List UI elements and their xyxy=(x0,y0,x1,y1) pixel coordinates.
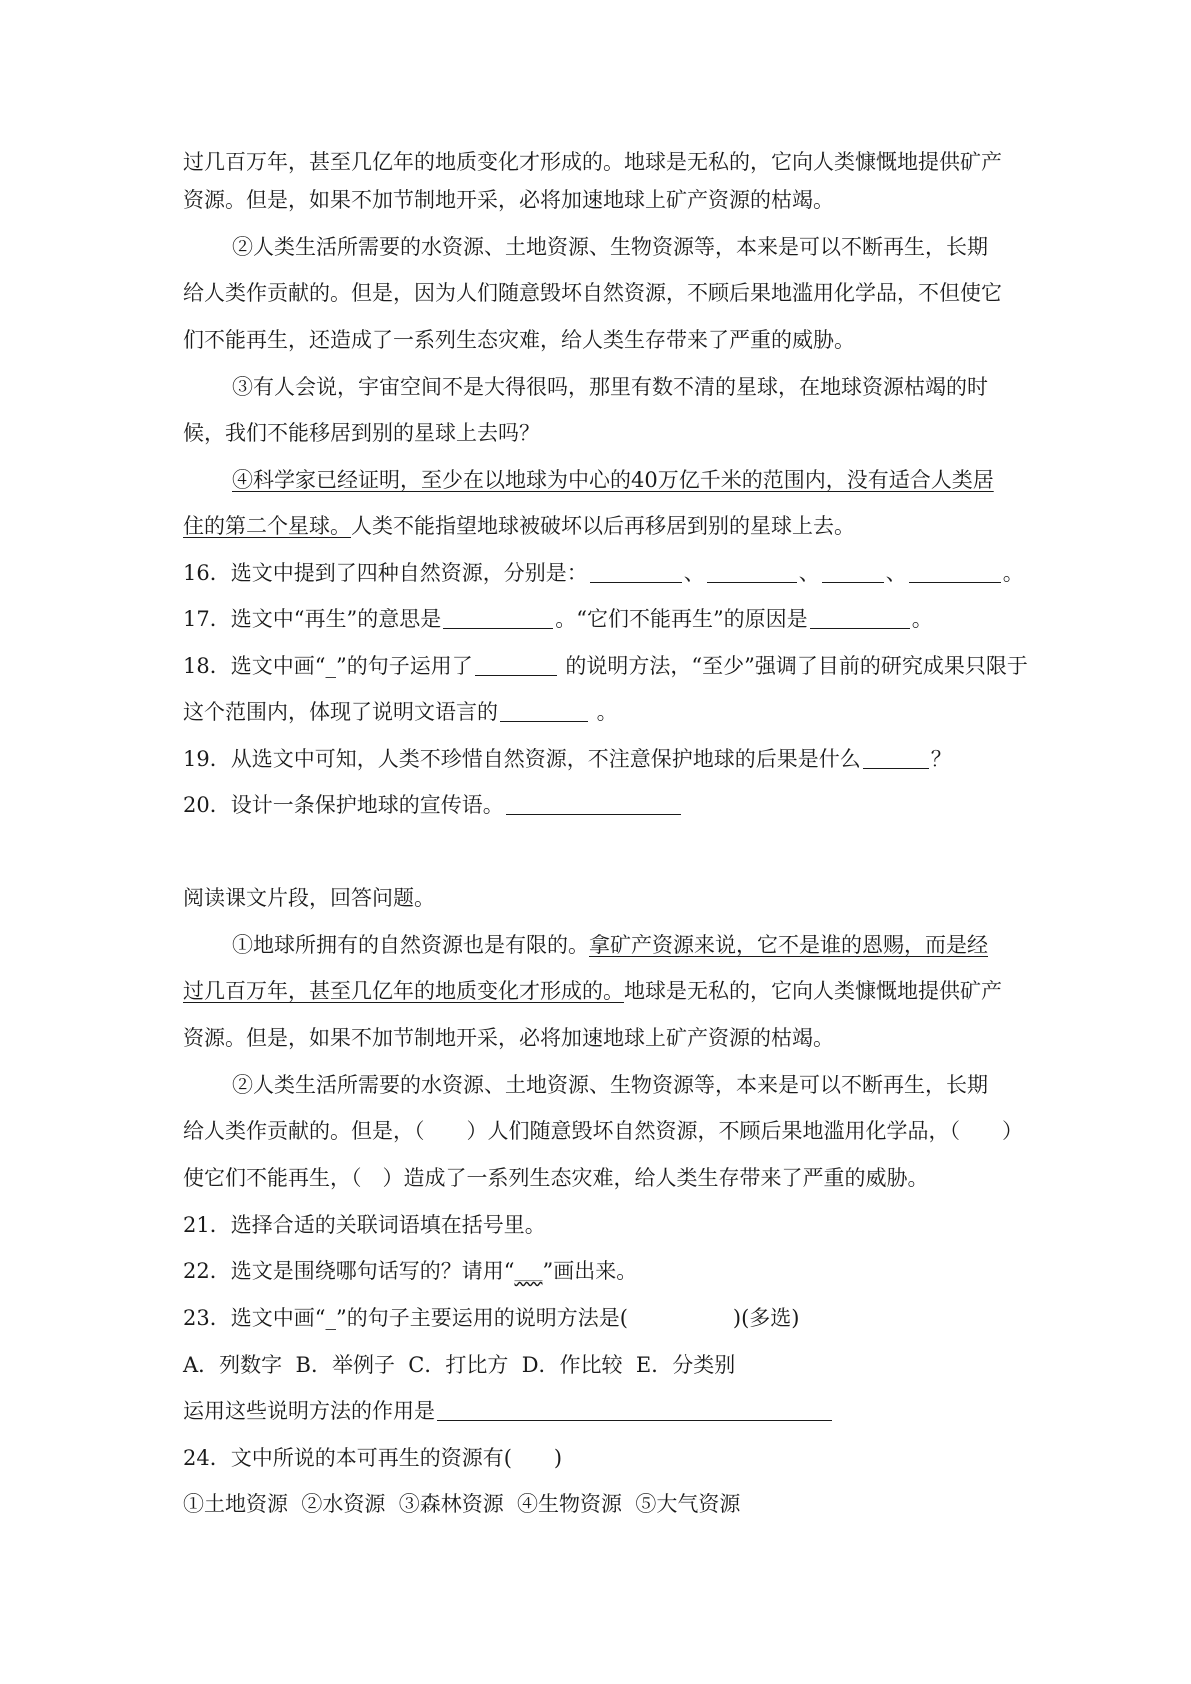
question-17 xyxy=(183,605,1023,633)
question-text: 这个范围内，体现了说明文语言的 xyxy=(183,700,498,724)
passage1-line xyxy=(183,326,1023,354)
section2-paragraph-1 xyxy=(232,931,1072,959)
wavy-underline-mark: ____ xyxy=(514,1266,543,1282)
passage1-line xyxy=(183,186,1023,214)
answer-blank[interactable] xyxy=(506,794,681,815)
question-text: 22．选文是围绕哪句话写的？请用“ xyxy=(183,1259,515,1283)
question-text: 24．文中所说的本可再生的资源有( ) xyxy=(183,1446,563,1470)
text: 给人类作贡献的。但是，因为人们随意毁坏自然资源，不顾后果地滥用化学品，不但使它 xyxy=(183,281,1002,305)
text: ①地球所拥有的自然资源也是有限的。 xyxy=(232,933,589,957)
underline-mark: _ xyxy=(325,654,336,678)
passage1-paragraph-3 xyxy=(232,373,1072,401)
question-24-options xyxy=(183,1490,1023,1518)
passage1-line xyxy=(183,279,1023,307)
section2-intro xyxy=(183,884,1023,912)
question-23 xyxy=(183,1304,1023,1332)
passage1-line xyxy=(183,419,1023,447)
text: 地球是无私的，它向人类慷慨地提供矿产 xyxy=(624,979,1002,1003)
text: ③有人会说，宇宙空间不是大得很吗，那里有数不清的星球，在地球资源枯竭的时 xyxy=(232,375,988,399)
question-23-effect xyxy=(183,1397,1023,1425)
question-19 xyxy=(183,745,1023,773)
question-text: 21．选择合适的关联词语填在括号里。 xyxy=(183,1213,546,1237)
question-20 xyxy=(183,791,1023,819)
underlined-sentence: 拿矿产资源来说，它不是谁的恩赐，而是经 xyxy=(589,933,988,957)
answer-blank[interactable] xyxy=(443,608,553,629)
section2-line xyxy=(183,977,1023,1005)
question-18-cont xyxy=(183,698,1023,726)
section2-line xyxy=(183,1024,1023,1052)
answer-blank[interactable] xyxy=(500,701,588,722)
text: 资源。但是，如果不加节制地开采，必将加速地球上矿产资源的枯竭。 xyxy=(183,1026,834,1050)
text: 。 xyxy=(1002,561,1024,585)
underline-mark: _ xyxy=(325,1306,336,1330)
text: 阅读课文片段，回答问题。 xyxy=(183,886,435,910)
text: 过几百万年，甚至几亿年的地质变化才形成的。地球是无私的，它向人类慷慨地提供矿产 xyxy=(183,150,1002,174)
text: 。 xyxy=(911,607,933,631)
question-text: 运用这些说明方法的作用是 xyxy=(183,1399,435,1423)
question-21 xyxy=(183,1211,1023,1239)
section2-paragraph-2 xyxy=(232,1071,1072,1099)
text: 人类不能指望地球被破坏以后再移居到别的星球上去。 xyxy=(351,514,855,538)
text: 资源。但是，如果不加节制地开采，必将加速地球上矿产资源的枯竭。 xyxy=(183,188,834,212)
answer-blank[interactable] xyxy=(909,562,1001,583)
question-text: 。“它们不能再生”的原因是 xyxy=(555,607,808,631)
question-18 xyxy=(183,652,1028,680)
text: 候，我们不能移居到别的星球上去吗？ xyxy=(183,421,540,445)
answer-blank[interactable] xyxy=(707,562,797,583)
options-text: ①土地资源 ②水资源 ③森林资源 ④生物资源 ⑤大气资源 xyxy=(183,1492,741,1516)
text: 。 xyxy=(590,700,618,724)
separator: 、 xyxy=(798,561,820,585)
question-text: 的说明方法，“至少”强调了目前的研究成果只限于 xyxy=(558,654,1028,678)
question-text: 17．选文中“再生”的意思是 xyxy=(183,607,442,631)
separator: 、 xyxy=(885,561,907,585)
question-text: ”的句子主要运用的说明方法是( )(多选) xyxy=(335,1306,800,1330)
question-22 xyxy=(183,1257,1023,1288)
question-23-options xyxy=(183,1351,1023,1379)
separator: 、 xyxy=(683,561,705,585)
text: ②人类生活所需要的水资源、土地资源、生物资源等，本来是可以不断再生，长期 xyxy=(232,235,988,259)
answer-blank[interactable] xyxy=(475,655,557,676)
answer-blank[interactable] xyxy=(437,1400,832,1421)
passage1-line xyxy=(183,512,1023,540)
question-text: 20．设计一条保护地球的宣传语。 xyxy=(183,793,504,817)
text: 们不能再生，还造成了一系列生态灾难，给人类生存带来了严重的威胁。 xyxy=(183,328,855,352)
passage1-line xyxy=(183,148,1023,176)
text: 给人类作贡献的。但是，（ ）人们随意毁坏自然资源，不顾后果地滥用化学品，（ ） xyxy=(183,1119,1023,1143)
question-16 xyxy=(183,559,1023,587)
question-24 xyxy=(183,1444,1023,1472)
answer-blank[interactable] xyxy=(590,562,682,583)
section2-line xyxy=(183,1164,1023,1192)
passage1-paragraph-2 xyxy=(232,233,1072,261)
question-text: 23．选文中画“ xyxy=(183,1306,326,1330)
underlined-sentence: ④科学家已经证明，至少在以地球为中心的40万亿千米的范围内，没有适合人类居 xyxy=(232,468,994,492)
section2-line xyxy=(183,1117,1023,1145)
question-text: 18．选文中画“ xyxy=(183,654,326,678)
question-text: ”画出来。 xyxy=(542,1259,638,1283)
question-text: ”的句子运用了 xyxy=(335,654,473,678)
text: 使它们不能再生，（ ）造成了一系列生态灾难，给人类生存带来了严重的威胁。 xyxy=(183,1166,929,1190)
question-text: 16．选文中提到了四种自然资源，分别是： xyxy=(183,561,588,585)
underlined-sentence: 住的第二个星球。 xyxy=(183,514,351,538)
passage1-paragraph-4 xyxy=(232,466,1072,494)
underlined-sentence: 过几百万年，甚至几亿年的地质变化才形成的。 xyxy=(183,979,624,1003)
answer-blank[interactable] xyxy=(863,748,929,769)
question-text: 19．从选文中可知，人类不珍惜自然资源，不注意保护地球的后果是什么 xyxy=(183,747,861,771)
text: ②人类生活所需要的水资源、土地资源、生物资源等，本来是可以不断再生，长期 xyxy=(232,1073,988,1097)
text: ？ xyxy=(930,747,952,771)
options-text: A．列数字 B．举例子 C．打比方 D．作比较 E．分类别 xyxy=(183,1353,736,1377)
answer-blank[interactable] xyxy=(822,562,884,583)
answer-blank[interactable] xyxy=(810,608,910,629)
